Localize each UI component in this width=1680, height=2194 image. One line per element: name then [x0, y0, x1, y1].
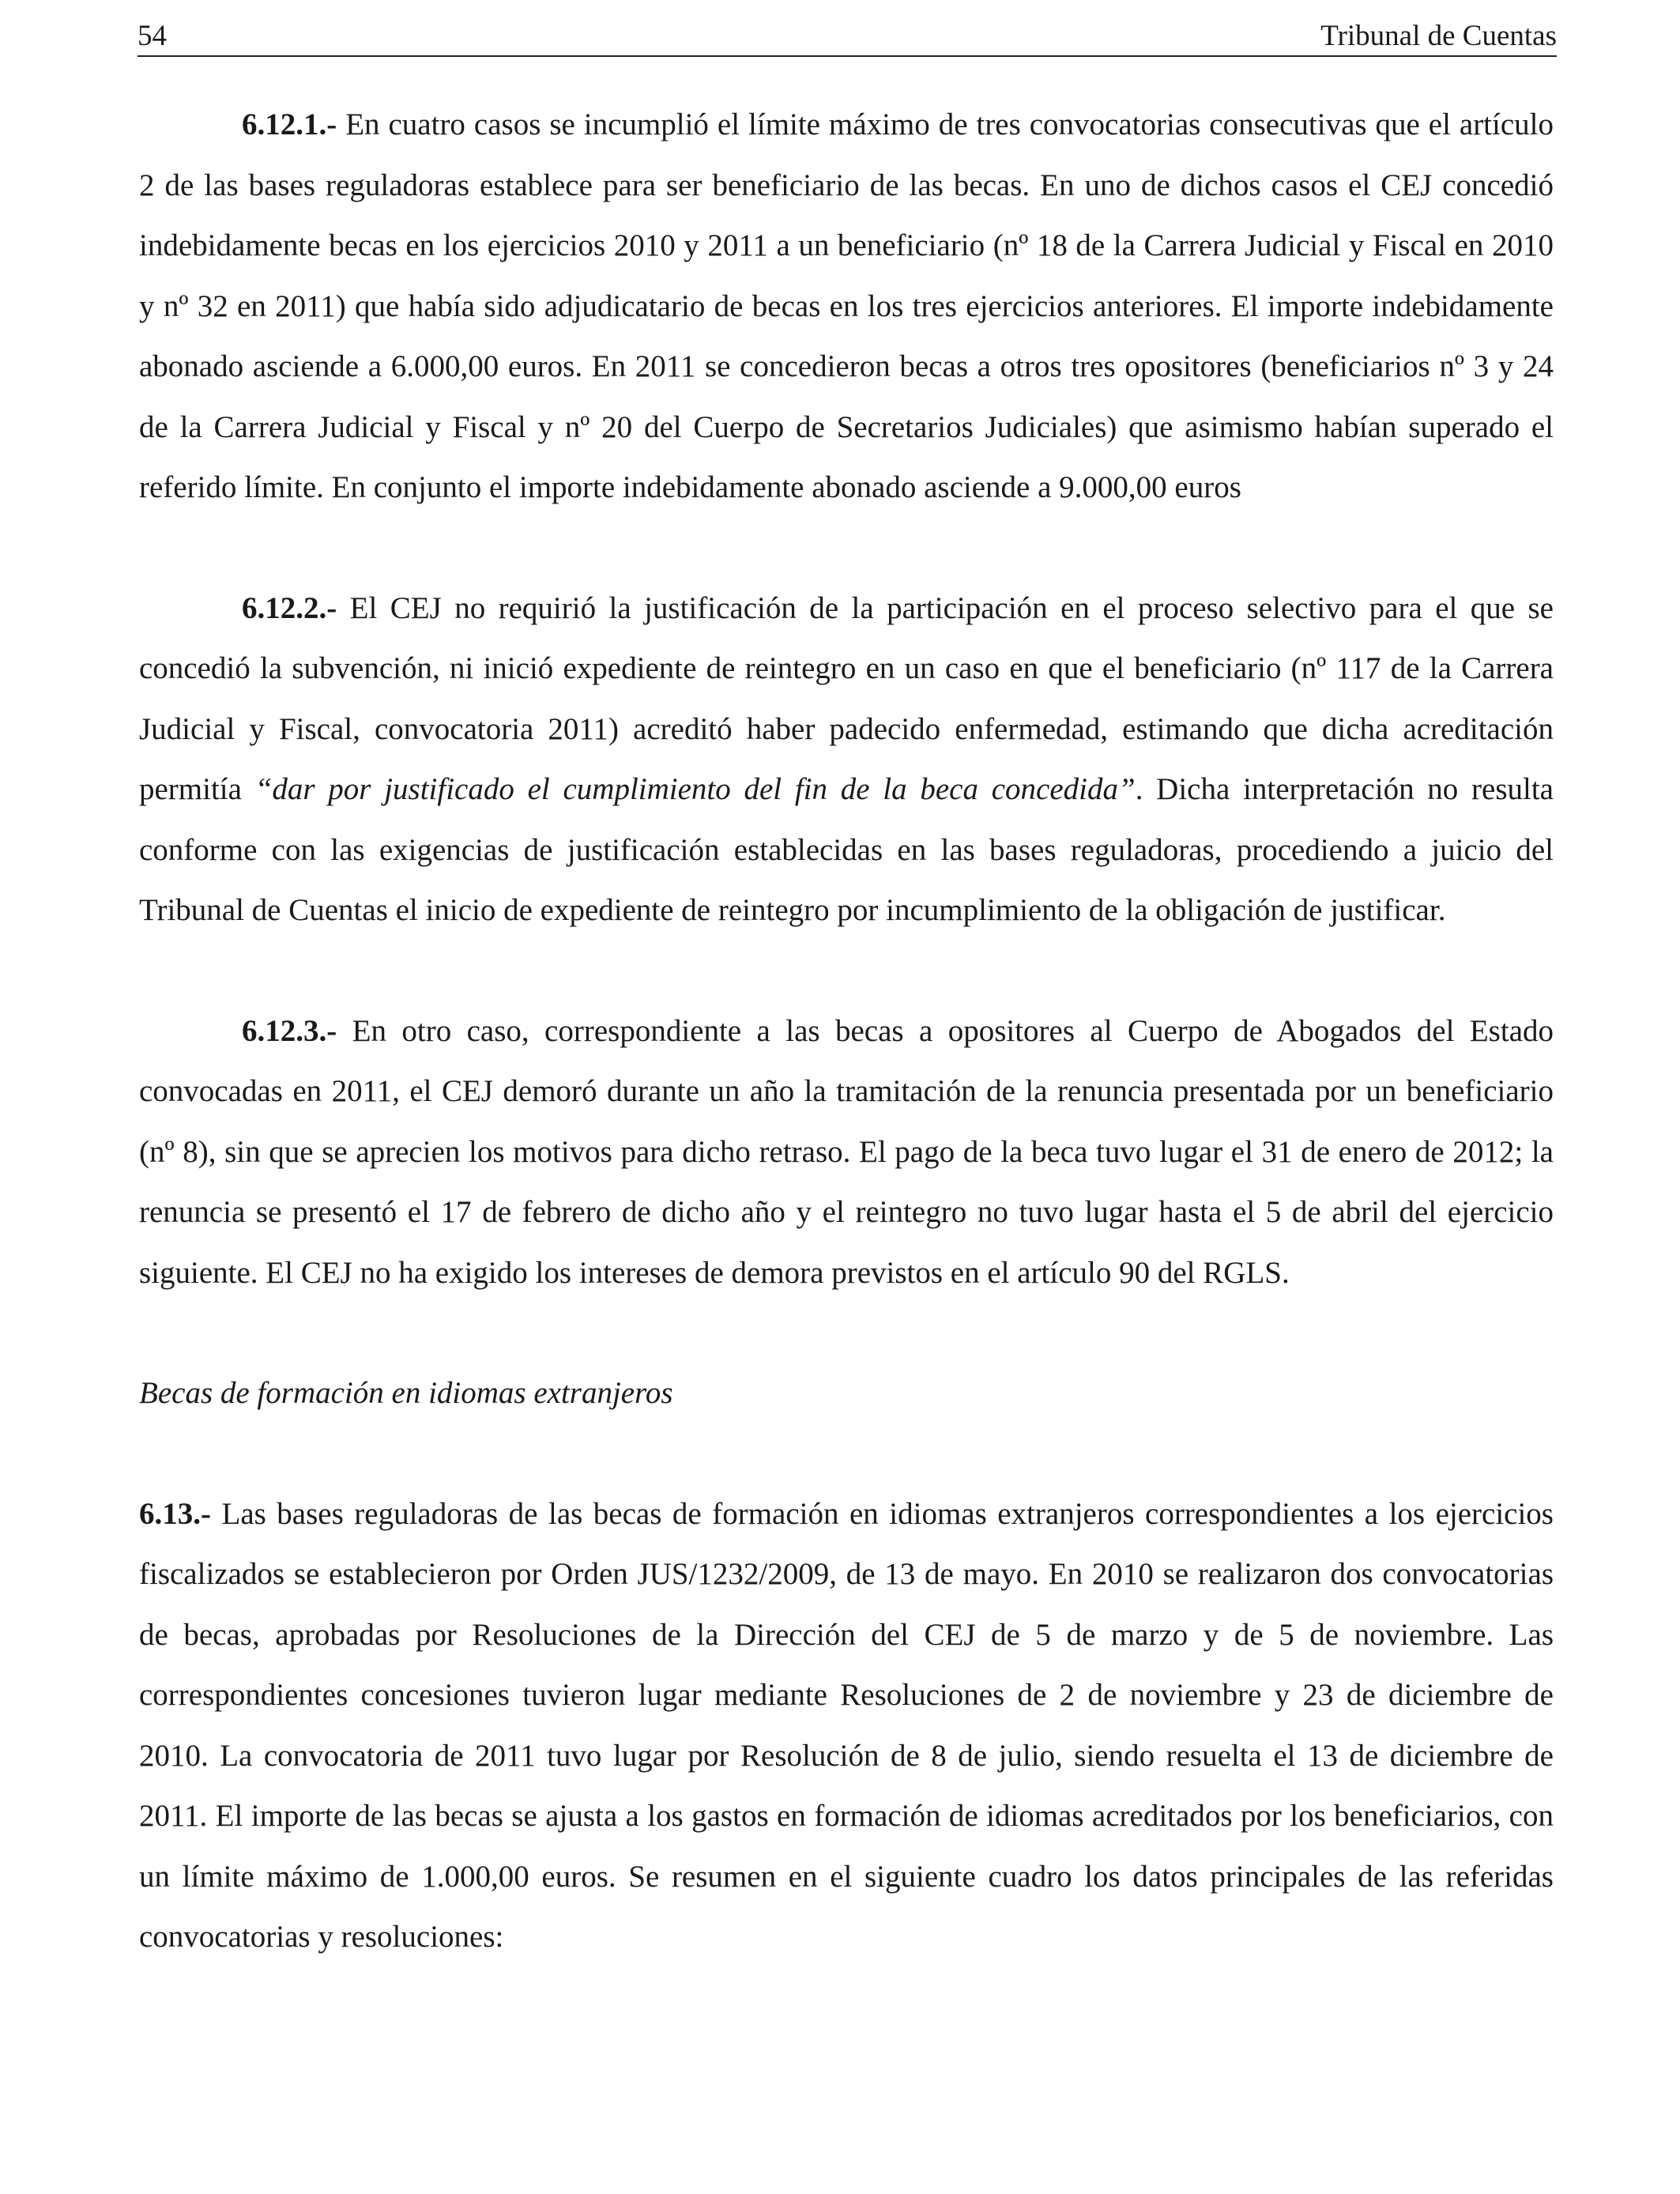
- section-number: 6.12.1.-: [242, 107, 337, 141]
- section-number: 6.12.2.-: [242, 590, 337, 625]
- section-number: 6.12.3.-: [242, 1013, 337, 1048]
- paragraph-text: . Dicha interpretación no resulta conforme con las exigencias de justificación establecidas en las bases reguladoras, procediendo a juicio del Tribunal de Cuentas el inicio de expediente de reintegro por incumplimiento de la obligación de justificar.: [139, 772, 1554, 927]
- section-number: 6.13.-: [139, 1496, 211, 1531]
- paragraph-text: Las bases reguladoras de las becas de formación en idiomas extranjeros correspondientes a los ejercicios fiscalizados se establecieron por Orden JUS/1232/2009, de 13 de mayo. En 2010 se realizaron dos convocatorias de becas, aprobadas por Resoluciones de la Dirección del CEJ de 5 de marzo y de 5 de noviembre. Las correspondientes concesiones tuvieron lugar mediante Resoluciones de 2 de noviembre y 23 de diciembre de 2010. La convocatoria de 2011 tuvo lugar por Resolución de 8 de julio, siendo resuelta el 13 de diciembre de 2011. El importe de las becas se ajusta a los gastos en formación de idiomas acreditados por los beneficiarios, con un límite máximo de 1.000,00 euros. Se resumen en el siguiente cuadro los datos principales de las referidas convocatorias y resoluciones:: [139, 1496, 1554, 1954]
- paragraph-6-12-1: [139, 95, 1554, 518]
- header-organization: Tribunal de Cuentas: [1320, 20, 1557, 52]
- paragraph-6-13: [139, 1484, 1554, 1968]
- page-header: [137, 16, 1557, 57]
- paragraph-text: En otro caso, correspondiente a las becas a opositores al Cuerpo de Abogados del Estado convocadas en 2011, el CEJ demoró durante un año la tramitación de la renuncia presentada por un beneficiario (nº 8), sin que se aprecien los motivos para dicho retraso. El pago de la beca tuvo lugar el 31 de enero de 2012; la renuncia se presentó el 17 de febrero de dicho año y el reintegro no tuvo lugar hasta el 5 de abril del ejercicio siguiente. El CEJ no ha exigido los intereses de demora previstos en el artículo 90 del RGLS.: [139, 1013, 1554, 1290]
- subheading: Becas de formación en idiomas extranjeros: [139, 1376, 673, 1410]
- paragraph-text: En cuatro casos se incumplió el límite máximo de tres convocatorias consecutivas que el artículo 2 de las bases reguladoras establece para ser beneficiario de las becas. En uno de dichos casos el CEJ concedió indebidamente becas en los ejercicios 2010 y 2011 a un beneficiario (nº 18 de la Carrera Judicial y Fiscal en 2010 y nº 32 en 2011) que había sido adjudicatario de becas en los tres ejercicios anteriores. El importe indebidamente abonado asciende a 6.000,00 euros. En 2011 se concedieron becas a otros tres opositores (beneficiarios nº 3 y 24 de la Carrera Judicial y Fiscal y nº 20 del Cuerpo de Secretarios Judiciales) que asimismo habían superado el referido límite. En conjunto el importe indebidamente abonado asciende a 9.000,00 euros: [139, 107, 1554, 504]
- quoted-text: “dar por justificado el cumplimiento del fin de la beca concedida”: [254, 772, 1136, 806]
- paragraph-text: El CEJ no requirió la justificación de la participación en el proceso selectivo para el que se concedió la subvención, ni inició expediente de reintegro en un caso en que el beneficiario (nº 117 de la Carrera Judicial y Fiscal, convocatoria 2011) acreditó haber padecido enfermedad, estimando que dicha acreditación permitía: [139, 590, 1554, 806]
- paragraph-6-12-2: [139, 579, 1554, 941]
- page-number: 54: [137, 20, 167, 52]
- paragraph-6-12-3: [139, 1001, 1554, 1304]
- document-body: [139, 95, 1554, 1968]
